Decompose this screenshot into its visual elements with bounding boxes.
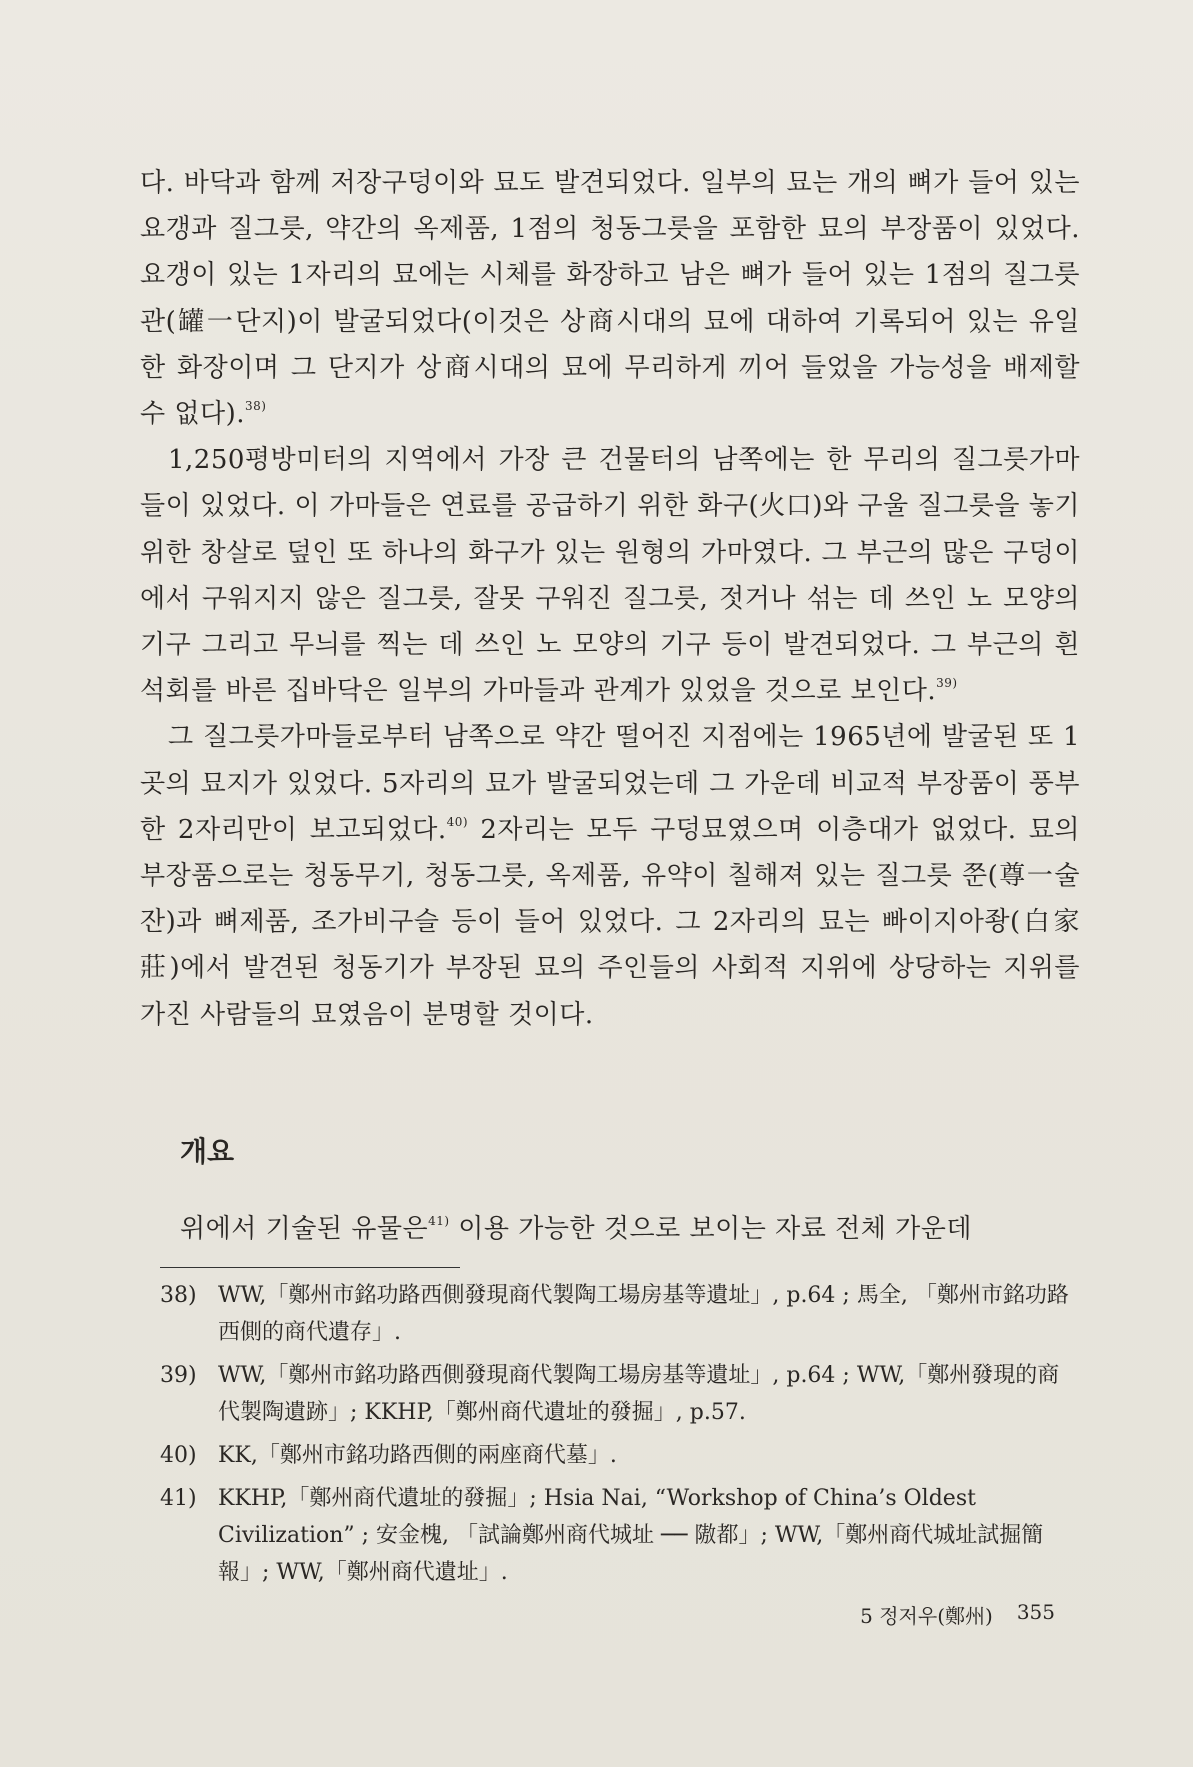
footnote-number: 41) (160, 1486, 197, 1511)
paragraph-2: 1,250평방미터의 지역에서 가장 큰 건물터의 남쪽에는 한 무리의 질그릇가마들이 있었다. 이 가마들은 연료를 공급하기 위한 화구(火口)와 구울 질그릇을 놓기 위한 창살로 덮인 또 하나의 화구가 있는 원형의 가마였다. 그 부근의 많은 구덩이에서 구워지지 않은 질그릇, 잘못 구워진 질그릇, 젓거나 섞는 데 쓰인 노 모양의 기구 그리고 무늬를 찍는 데 쓰인 노 모양의 기구 등이 발견되었다. 그 부근의 흰 석회를 바른 집바닥은 일부의 가마들과 관계가 있었을 것으로 보인다.$^{39)}$ (140, 445, 1080, 707)
footnote-number: 38) (160, 1283, 197, 1308)
footnote-38 (160, 1277, 1080, 1351)
footnote-ref-41: 41) (428, 1214, 450, 1228)
footnote-ref-39: 39) (936, 676, 958, 691)
footnote-text: KK,「鄭州市銘功路西側的兩座商代墓」. (218, 1443, 617, 1468)
footnote-number: 39) (160, 1363, 197, 1388)
running-footer (860, 1600, 1055, 1629)
paragraph-1: 다. 바닥과 함께 저장구덩이와 묘도 발견되었다. 일부의 묘는 개의 뼈가 들어 있는 요갱과 질그릇, 약간의 옥제품, 1점의 청동그릇을 포함한 묘의 부장품이 있었다. 요갱이 있는 1자리의 묘에는 시체를 화장하고 남은 뼈가 들어 있는 1점의 질그릇 관(罐一단지)이 발굴되었다(이것은 상商시대의 묘에 대하여 기록되어 있는 유일한 화장이며 그 단지가 상商시대의 묘에 무리하게 끼어 들었을 가능성을 배제할 수 없다).$^{38)}$ (140, 168, 1080, 430)
footnote-41 (160, 1480, 1080, 1591)
footnote-text: WW,「鄭州市銘功路西側發現商代製陶工場房基等遺址」, p.64 ; 馬全, 「鄭州市銘功路西側的商代遺存」. (218, 1283, 1069, 1345)
footnote-ref-40: 40) (446, 814, 469, 829)
intro-paragraph: 위에서 기술된 유물은$^{41)}$ 이용 가능한 것으로 보이는 자료 전체 가운데 (180, 1214, 972, 1244)
paragraph-3: 그 질그릇가마들로부터 남쪽으로 약간 떨어진 지점에는 1965년에 발굴된 또 1곳의 묘지가 있었다. 5자리의 묘가 발굴되었는데 그 가운데 비교적 부장품이 풍부한 2자리만이 보고되었다.$^{40)}$ 2자리는 모두 구덩묘였으며 이층대가 없었다. 묘의 부장품으로는 청동무기, 청동그릇, 옥제품, 유약이 칠해져 있는 질그릇 쭌(尊一술잔)과 뼈제품, 조가비구슬 등이 들어 있었다. 그 2자리의 묘는 빠이지아좡(白家莊)에서 발견된 청동기가 부장된 묘의 주인들의 사회적 지위에 상당하는 지위를 가진 사람들의 묘였음이 분명할 것이다. (140, 722, 1081, 1030)
footnotes (160, 1277, 1080, 1597)
footnote-text: WW,「鄭州市銘功路西側發現商代製陶工場房基等遺址」, p.64 ; WW,「鄭州發現的商代製陶遺跡」; KKHP,「鄭州商代遺址的發掘」, p.57. (218, 1363, 1060, 1425)
body-text (140, 160, 1080, 1038)
footnote-divider (160, 1267, 460, 1268)
footnote-39 (160, 1357, 1080, 1431)
footnote-40 (160, 1437, 1080, 1474)
footnote-number: 40) (160, 1443, 197, 1468)
footnote-text: KKHP,「鄭州商代遺址的發掘」; Hsia Nai, “Workshop of China’s Oldest Civilization” ; 安金槐, 「試論鄭州商代城址 ── 隞都」; WW,「鄭州商代城址試掘簡報」; WW,「鄭州商代遺址」. (218, 1486, 1044, 1585)
footnote-ref-38: 38) (245, 399, 267, 414)
page-number: 355 (1016, 1600, 1055, 1624)
section-title: 5 정저우(鄭州) (860, 1604, 993, 1628)
section-heading: 개요 (180, 1135, 235, 1168)
